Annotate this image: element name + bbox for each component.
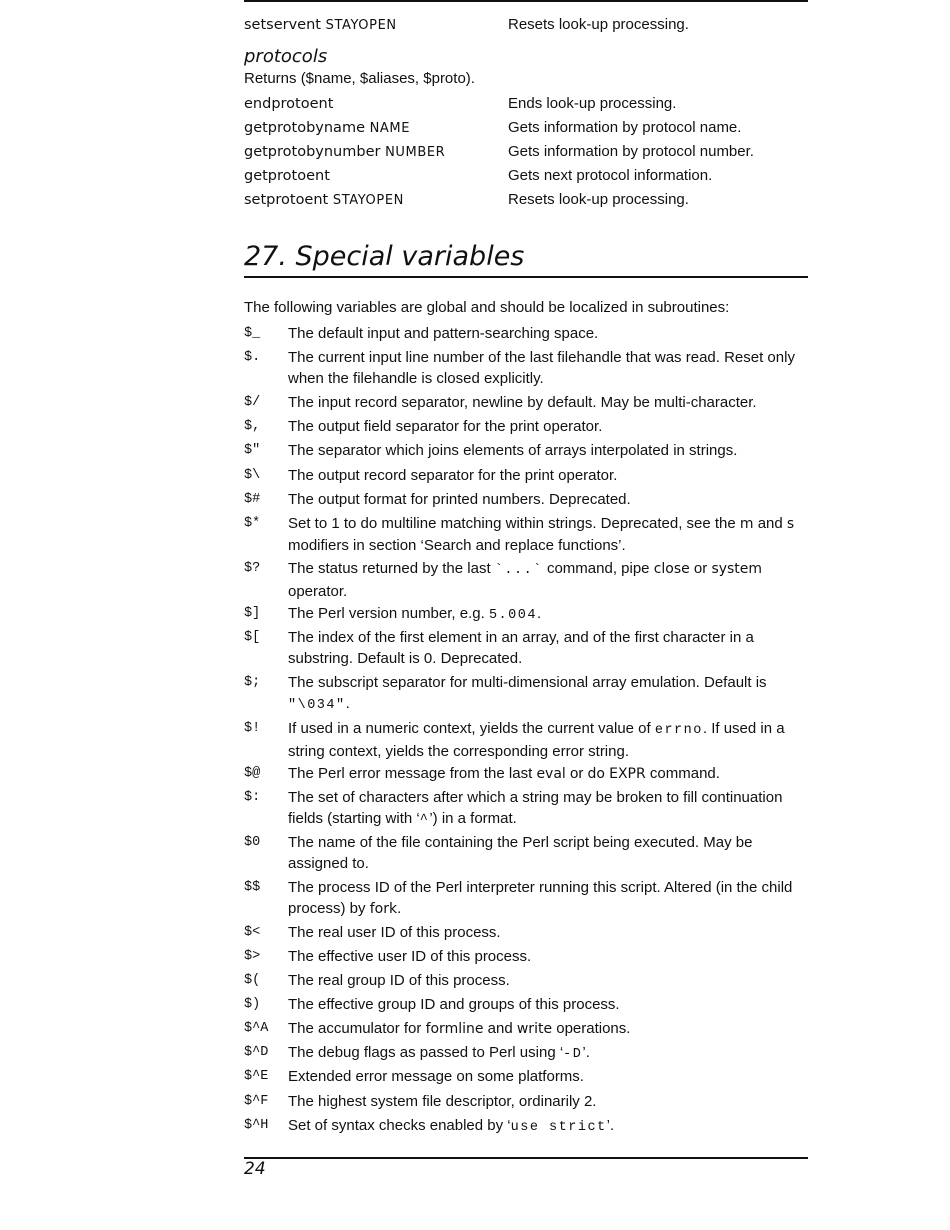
variable-symbol: $\ bbox=[244, 468, 261, 483]
section-intro: The following variables are global and should be localized in subroutines: bbox=[244, 299, 730, 316]
variable-description: Set of syntax checks enabled by ‘use strict’. bbox=[288, 1117, 615, 1135]
section-title: 27. Special variables bbox=[244, 241, 525, 272]
function-arg: NAME bbox=[369, 121, 411, 136]
variable-description: The input record separator, newline by default. May be multi-character. bbox=[288, 394, 757, 411]
function-row bbox=[244, 140, 808, 164]
variable-symbol: $^E bbox=[244, 1069, 269, 1084]
variable-description: If used in a numeric context, yields the current value of errno. If used in a string context, yields the corresponding error string. bbox=[288, 720, 785, 760]
function-description: Gets information by protocol number. bbox=[508, 143, 754, 160]
function-row bbox=[244, 116, 808, 140]
variable-description: The output record separator for the print operator. bbox=[288, 467, 618, 484]
variable-description: The separator which joins elements of arrays interpolated in strings. bbox=[288, 442, 738, 459]
variable-description: The effective group ID and groups of this process. bbox=[288, 996, 620, 1013]
function-name: getprotoent bbox=[244, 168, 330, 184]
variable-symbol: $! bbox=[244, 721, 261, 736]
variable-description: The accumulator for formline and write operations. bbox=[288, 1020, 631, 1037]
variable-description: The debug flags as passed to Perl using ‘-D’. bbox=[288, 1044, 590, 1062]
variable-symbol: $; bbox=[244, 675, 261, 690]
variable-symbol: $< bbox=[244, 925, 261, 940]
function-arg: STAYOPEN bbox=[325, 18, 397, 33]
function-row bbox=[244, 92, 808, 116]
variable-description: The name of the file containing the Perl script being executed. May be assigned to. bbox=[288, 834, 753, 872]
variable-description: The Perl error message from the last eval or do EXPR command. bbox=[288, 765, 720, 782]
variable-description: The set of characters after which a string may be broken to fill continuation fields (starting with ‘^’) in a format. bbox=[288, 789, 783, 828]
variable-symbol: $# bbox=[244, 492, 261, 507]
variable-description: The default input and pattern-searching space. bbox=[288, 325, 599, 342]
function-description: Gets information by protocol name. bbox=[508, 119, 742, 136]
variable-symbol: $> bbox=[244, 949, 261, 964]
variable-symbol: $[ bbox=[244, 630, 261, 645]
variable-symbol: $^F bbox=[244, 1094, 269, 1109]
variable-description: The current input line number of the last filehandle that was read. Reset only when the filehandle is closed explicitly. bbox=[288, 349, 795, 387]
section-rule bbox=[244, 276, 808, 278]
function-name: endprotoent bbox=[244, 96, 334, 112]
variable-symbol: $? bbox=[244, 561, 261, 576]
variable-symbol: $] bbox=[244, 606, 261, 621]
variable-symbol: $. bbox=[244, 350, 261, 365]
variable-symbol: $@ bbox=[244, 766, 261, 781]
variable-symbol: $^A bbox=[244, 1021, 269, 1036]
function-row bbox=[244, 188, 808, 212]
variable-description: The output field separator for the print operator. bbox=[288, 418, 603, 435]
variable-symbol: $: bbox=[244, 790, 261, 805]
variable-description: The highest system file descriptor, ordinarily 2. bbox=[288, 1093, 597, 1110]
variable-symbol: $^H bbox=[244, 1118, 269, 1133]
function-name: setprotoent bbox=[244, 192, 329, 208]
variable-description: The effective user ID of this process. bbox=[288, 948, 532, 965]
footer-rule bbox=[244, 1157, 808, 1159]
variable-symbol: $0 bbox=[244, 835, 261, 850]
function-description: Resets look-up processing. bbox=[508, 16, 689, 33]
function-description: Resets look-up processing. bbox=[508, 191, 689, 208]
variable-description: The Perl version number, e.g. 5.004. bbox=[288, 605, 542, 623]
variable-description: Extended error message on some platforms. bbox=[288, 1068, 584, 1085]
variable-symbol: $* bbox=[244, 516, 261, 531]
top-rule bbox=[244, 0, 808, 2]
variable-description: The real user ID of this process. bbox=[288, 924, 501, 941]
function-name: getprotobynumber bbox=[244, 144, 381, 160]
variable-symbol: $_ bbox=[244, 326, 261, 341]
protocols-heading: protocols bbox=[244, 46, 328, 67]
function-name: setservent bbox=[244, 17, 321, 33]
function-arg: STAYOPEN bbox=[332, 193, 404, 208]
variable-description: The status returned by the last `...` command, pipe close or system operator. bbox=[288, 560, 763, 600]
variable-description: The process ID of the Perl interpreter running this script. Altered (in the child process) by fork. bbox=[288, 879, 793, 917]
page-number: 24 bbox=[244, 1159, 266, 1179]
function-arg: NUMBER bbox=[385, 145, 446, 160]
function-name: getprotobyname bbox=[244, 120, 365, 136]
function-row bbox=[244, 13, 808, 37]
function-row bbox=[244, 164, 808, 188]
variable-description: The subscript separator for multi-dimensional array emulation. Default is "\034". bbox=[288, 674, 767, 713]
variable-symbol: $) bbox=[244, 997, 261, 1012]
variable-symbol: $( bbox=[244, 973, 261, 988]
function-description: Gets next protocol information. bbox=[508, 167, 713, 184]
variable-symbol: $, bbox=[244, 419, 261, 434]
variable-symbol: $$ bbox=[244, 880, 261, 895]
variable-symbol: $^D bbox=[244, 1045, 269, 1060]
variable-symbol: $/ bbox=[244, 395, 261, 410]
variable-description: The real group ID of this process. bbox=[288, 972, 510, 989]
variable-description: Set to 1 to do multiline matching within strings. Deprecated, see the m and s modifiers in section ‘Search and replace functions’. bbox=[288, 515, 795, 554]
protocols-returns-note: Returns ($name, $aliases, $proto). bbox=[244, 70, 475, 87]
function-description: Ends look-up processing. bbox=[508, 95, 677, 112]
variable-description: The index of the first element in an array, and of the first character in a substring. Default is 0. Deprecated. bbox=[288, 629, 754, 667]
variable-description: The output format for printed numbers. Deprecated. bbox=[288, 491, 631, 508]
variable-symbol: $" bbox=[244, 443, 261, 458]
